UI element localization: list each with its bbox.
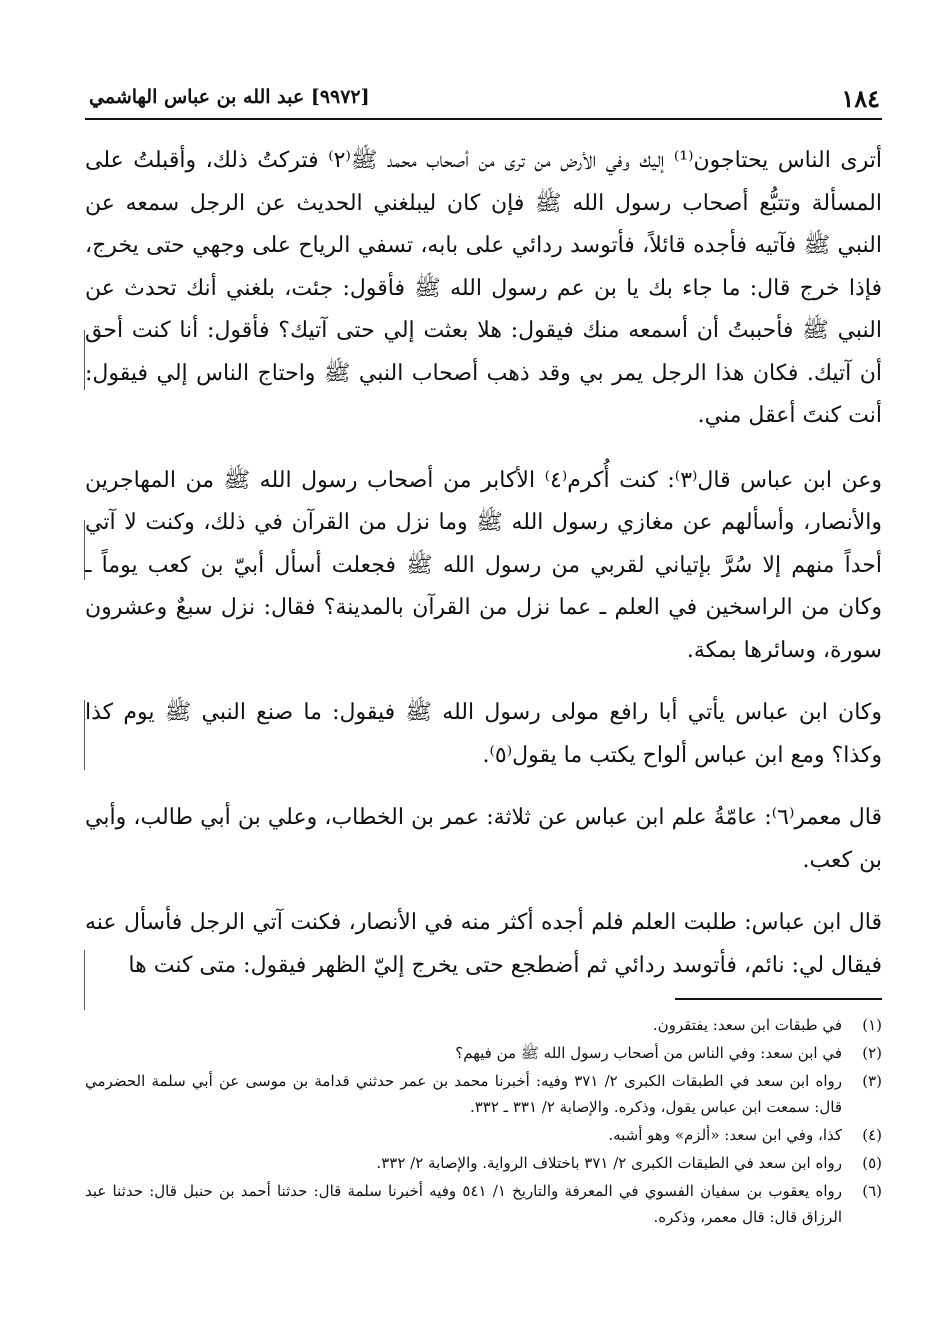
footnote-number: (٣) bbox=[862, 1072, 882, 1090]
footnote-number: (١) bbox=[862, 1016, 882, 1034]
scan-margin-line bbox=[84, 330, 85, 390]
footnote bbox=[85, 1012, 882, 1038]
paragraph: أترى الناس يحتاجون⁽¹⁾ إليك وفي الأرض من ترى من أصحاب محمد ﷺ⁽٢⁾ فتركتُ ذلك، وأقبلتُ على المسألة وتتبُّع أصحاب رسول الله ﷺ فإن كان ليبلغني الحديث عن الرجل سمعه عن النبي ﷺ فآتيه فأجده قائلاً، فأتوسد ردائي على بابه، تسفي الرياح على وجهي حتى يخرج، فإذا خرج قال: ما جاء بك يا بن عم رسول الله ﷺ فأقول: جئت، بلغني أنك تحدث عن النبي ﷺ فأحببتُ أن أسمعه منك فيقول: هلا بعثت إلي حتى آتيك؟ فأقول: أنا كنت أحق أن آتيك. فكان هذا الرجل يمر بي وقد ذهب أصحاب النبي ﷺ واحتاج الناس إلي فيقول: أنت كنتَ أعقل مني. bbox=[85, 148, 882, 428]
footnote-number: (٥) bbox=[862, 1154, 882, 1172]
page-number: ١٨٤ bbox=[841, 84, 880, 113]
footnote bbox=[85, 1068, 882, 1120]
footnote bbox=[85, 1150, 882, 1176]
scan-margin-line bbox=[84, 700, 85, 770]
scan-margin-line bbox=[84, 950, 85, 1010]
paragraph: قال ابن عباس: طلبت العلم فلم أجده أكثر منه في الأنصار، فكنت آتي الرجل فأسأل عنه فيقال لي: نائم، فأتوسد ردائي ثم أضطجع حتى يخرج إليّ الظهر فيقول: متى كنت ها bbox=[85, 910, 882, 978]
footnotes bbox=[85, 1012, 882, 1232]
footnote bbox=[85, 1040, 882, 1066]
footnote-text: في طبقات ابن سعد: يفتقرون. bbox=[652, 1016, 842, 1034]
footnote-separator bbox=[675, 998, 882, 1000]
main-text bbox=[85, 140, 882, 1007]
paragraph: وعن ابن عباس قال⁽٣⁾: كنت أُكرم⁽٤⁾ الأكابر من أصحاب رسول الله ﷺ من المهاجرين والأنصار، وأسألهم عن مغازي رسول الله ﷺ وما نزل من القرآن في ذلك، وكنت لا آتي أحداً منهم إلا سُرَّ بإتياني لقربي من رسول الله ﷺ فجعلت أسأل أبيّ بن كعب يوماً ـ وكان من الراسخين في العلم ـ عما نزل من القرآن بالمدينة؟ فقال: نزل سبعٌ وعشرون سورة، وسائرها بمكة. bbox=[85, 467, 882, 663]
paragraph: وكان ابن عباس يأتي أبا رافع مولى رسول الله ﷺ فيقول: ما صنع النبي ﷺ يوم كذا وكذا؟ ومع ابن عباس ألواح يكتب ما يقول⁽٥⁾. bbox=[85, 700, 882, 768]
scan-margin-line bbox=[84, 520, 85, 580]
footnote-text: رواه ابن سعد في الطبقات الكبرى ٢/ ٣٧١ وفيه: أخبرنا محمد بن عمر حدثني قدامة بن موسى عن أبي سلمة الحضرمي قال: سمعت ابن عباس يقول، وذكره. والإصابة ٢/ ٣٣١ ـ ٣٣٢. bbox=[85, 1072, 842, 1116]
footnote-number: (٦) bbox=[862, 1182, 882, 1200]
paragraph: قال معمر⁽٦⁾: عامّةُ علم ابن عباس عن ثلاثة: عمر بن الخطاب، وعلي بن أبي طالب، وأبي بن كعب. bbox=[85, 805, 882, 873]
footnote-number: (٤) bbox=[862, 1126, 882, 1144]
page-header bbox=[85, 84, 882, 120]
footnote-text: رواه ابن سعد في الطبقات الكبرى ٢/ ٣٧١ باختلاف الرواية. والإصابة ٢/ ٣٣٢. bbox=[376, 1154, 842, 1172]
footnote bbox=[85, 1122, 882, 1148]
running-title: [٩٩٧٢] عبد الله بن عباس الهاشمي bbox=[89, 86, 370, 108]
footnote-number: (٢) bbox=[862, 1044, 882, 1062]
footnote-text: في ابن سعد: وفي الناس من أصحاب رسول الله ﷺ من فيهم؟ bbox=[455, 1044, 842, 1062]
footnote bbox=[85, 1178, 882, 1230]
footnote-text: كذا، وفي ابن سعد: «ألزم» وهو أشبه. bbox=[608, 1126, 842, 1144]
footnote-text: رواه يعقوب بن سفيان الفسوي في المعرفة والتاريخ ١/ ٥٤١ وفيه أخبرنا سلمة قال: حدثنا أحمد بن حنبل قال: حدثنا عبد الرزاق قال: قال معمر، وذكره. bbox=[85, 1182, 842, 1226]
